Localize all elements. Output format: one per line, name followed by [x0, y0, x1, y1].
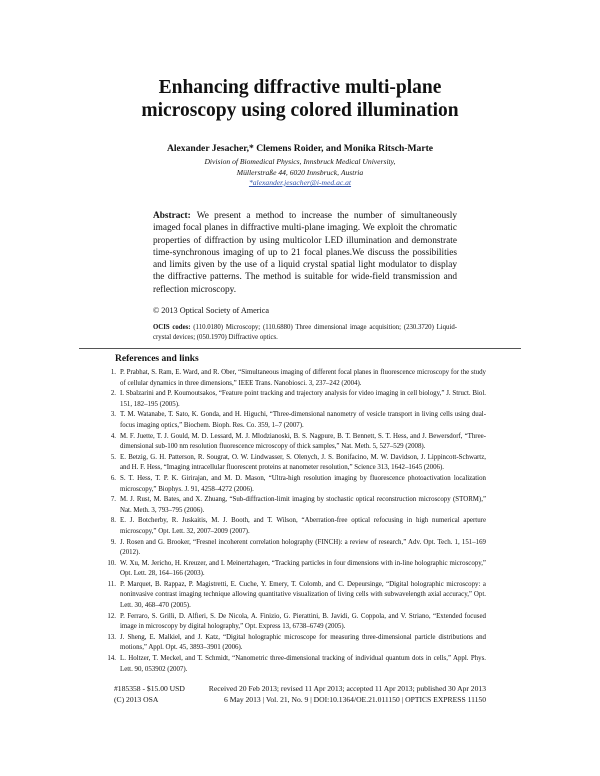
reference-text: J. Rosen and G. Brooker, “Fresnel incoherent correlation holography (FINCH): a review of research,” Adv. Opt. Tech. 1, 151–169 (2012).	[120, 538, 486, 557]
reference-number: 5.	[110, 453, 116, 461]
abstract-text: We present a method to increase the number of simultaneously imaged focal planes in diffractive multi-plane imaging. We exploit the chromatic properties of diffraction by using multicolor LED illumination and demonstrate time-synchronous imaging of up to 21 focal planes.We discuss the possibilities and limits given by the use of a liquid crystal spatial light modulator to display the diffractive patterns. The method is suitable for wide-field transmission and reflection microscopy.	[153, 211, 457, 295]
references-heading: References and links	[115, 354, 199, 364]
reference-number: 10.	[107, 559, 116, 567]
abstract	[153, 210, 457, 296]
reference-item	[102, 538, 486, 559]
reference-item	[102, 389, 486, 410]
reference-text: P. Ferraro, S. Grilli, D. Alfieri, S. De Nicola, A. Finizio, G. Pierattini, B. Javidi, G. Coppola, and V. Striano, “Extended focused image in microscopy by digital holography,” Opt. Express 13, 6738–6749 (2005).	[120, 612, 486, 631]
footer	[114, 683, 486, 705]
reference-number: 12.	[107, 612, 116, 620]
reference-item	[102, 432, 486, 453]
footer-id-price: #185358 - $15.00 USD	[114, 684, 185, 693]
reference-item	[102, 580, 486, 612]
ocis-codes	[153, 323, 457, 342]
reference-text: M. J. Rust, M. Bates, and X. Zhuang, “Sub-diffraction-limit imaging by stochastic optical reconstruction microscopy (STORM),” Nat. Meth. 3, 793–795 (2006).	[120, 496, 486, 514]
reference-number: 1.	[110, 369, 116, 376]
reference-text: E. Betzig, G. H. Patterson, R. Sougrat, O. W. Lindwasser, S. Olenych, J. S. Bonifacino, M. W. Davidson, J. Lippincott-Schwartz, and H. F. Hess, “Imaging intracellular fluorescent proteins at nanometer resolution,” Science 313, 1642–1645 (2006).	[120, 453, 486, 472]
email-link[interactable]: *alexander.jesacher@i-med.ac.at	[248, 178, 352, 187]
affiliation-line: Division of Biomedical Physics, Innsbruck Medical University,	[204, 157, 396, 166]
abstract-label: Abstract:	[153, 211, 191, 221]
affiliation-line: Müllerstraße 44, 6020 Innsbruck, Austria	[236, 167, 364, 177]
reference-number: 7.	[110, 496, 116, 504]
reference-number: 9.	[110, 538, 116, 546]
reference-text: I. Sbalzarini and P. Koumoutsakos, “Feature point tracking and trajectory analysis for video imaging in cell biology,” J. Struct. Biol. 151, 182–195 (2005).	[120, 390, 486, 408]
reference-text: P. Marquet, B. Rappaz, P. Magistretti, E. Cuche, Y. Emery, T. Colomb, and C. Depeursinge, “Digital holographic microscopy: a noninvasive contrast imaging technique allowing quantitative visualization of living cells with subwavelength axial accuracy,” Opt. Lett. 30, 468–470 (2005).	[120, 580, 486, 610]
affiliation	[0, 157, 600, 189]
reference-number: 3.	[110, 411, 116, 419]
reference-text: M. F. Juette, T. J. Gould, M. D. Lessard, M. J. Mlodzianoski, B. S. Nagpure, B. T. Bennett, S. T. Hess, and J. Bewersdorf, “Three-dimensional sub-100 nm resolution fluorescence microscopy of thick samples,” Nat. Meth. 5, 527–529 (2008).	[120, 432, 486, 451]
reference-text: T. M. Watanabe, T. Sato, K. Gonda, and H. Higuchi, “Three-dimensional nanometry of vesicle transport in living cells using dual-focus imaging optics,” Biochem. Bioph. Res. Co. 359, 1–7 (2007).	[120, 411, 486, 429]
reference-number: 11.	[107, 580, 116, 588]
reference-text: S. T. Hess, T. P. K. Girirajan, and M. D. Mason, “Ultra-high resolution imaging by fluorescence photoactivation localization microscopy,” Biophys. J. 91, 4258–4272 (2006).	[120, 474, 486, 493]
ocis-text: (110.0180) Microscopy; (110.6880) Three dimensional image acquisition; (230.3720) Liquid-crystal devices; (050.1970) Diffractive optics.	[153, 324, 457, 341]
footer-osa: (C) 2013 OSA	[114, 695, 159, 704]
reference-item	[102, 654, 486, 675]
reference-item	[102, 516, 486, 537]
reference-item	[102, 474, 486, 495]
reference-item	[102, 633, 486, 654]
reference-item	[102, 559, 486, 580]
reference-text: E. J. Botcherby, R. Juskaitis, M. J. Booth, and T. Wilson, “Aberration-free optical refocusing in high numerical aperture microscopy,” Opt. Lett. 32, 2007–2009 (2007).	[120, 517, 486, 535]
reference-text: J. Sheng, E. Malkiel, and J. Katz, “Digital holographic microscope for measuring three-dimensional particle distributions and motions,” Appl. Opt. 45, 3893–3901 (2006).	[120, 633, 486, 652]
footer-citation: 6 May 2013 | Vol. 21, No. 9 | DOI:10.1364/OE.21.011150 | OPTICS EXPRESS 11150	[224, 695, 486, 704]
paper-title	[0, 76, 600, 122]
ocis-label: OCIS codes:	[153, 324, 191, 331]
divider	[79, 348, 521, 349]
reference-number: 4.	[110, 432, 116, 440]
reference-item	[102, 368, 486, 389]
reference-number: 6.	[110, 474, 116, 482]
title-line: Enhancing diffractive multi-plane	[158, 77, 442, 98]
reference-item	[102, 495, 486, 516]
reference-text: W. Xu, M. Jericho, H. Kreuzer, and I. Meinertzhagen, “Tracking particles in four dimensions with in-line holographic microscopy,” Opt. Lett. 28, 164–166 (2003).	[120, 559, 486, 578]
authors: Alexander Jesacher,* Clemens Roider, and Monika Ritsch-Marte	[166, 143, 434, 154]
reference-number: 13.	[107, 633, 116, 641]
footer-dates: Received 20 Feb 2013; revised 11 Apr 2013; accepted 11 Apr 2013; published 30 Apr 2013	[208, 684, 486, 693]
copyright: © 2013 Optical Society of America	[153, 306, 270, 315]
reference-text: L. Holtzer, T. Meckel, and T. Schmidt, “Nanometric three-dimensional tracking of individual quantum dots in cells,” Appl. Phys. Lett. 90, 053902 (2007).	[120, 655, 486, 673]
reference-number: 2.	[110, 390, 116, 398]
reference-number: 8.	[110, 517, 116, 525]
title-line: microscopy using colored illumination	[141, 100, 459, 121]
references-list	[102, 368, 486, 675]
reference-item	[102, 453, 486, 474]
reference-number: 14.	[107, 655, 116, 663]
reference-text: P. Prabhat, S. Ram, E. Ward, and R. Ober, “Simultaneous imaging of different focal planes in fluorescence microscopy for the study of cellular dynamics in three dimensions,” IEEE Trans. Nanobiosci. 3, 237–242 (2004).	[120, 369, 486, 387]
reference-item	[102, 612, 486, 633]
reference-item	[102, 410, 486, 431]
